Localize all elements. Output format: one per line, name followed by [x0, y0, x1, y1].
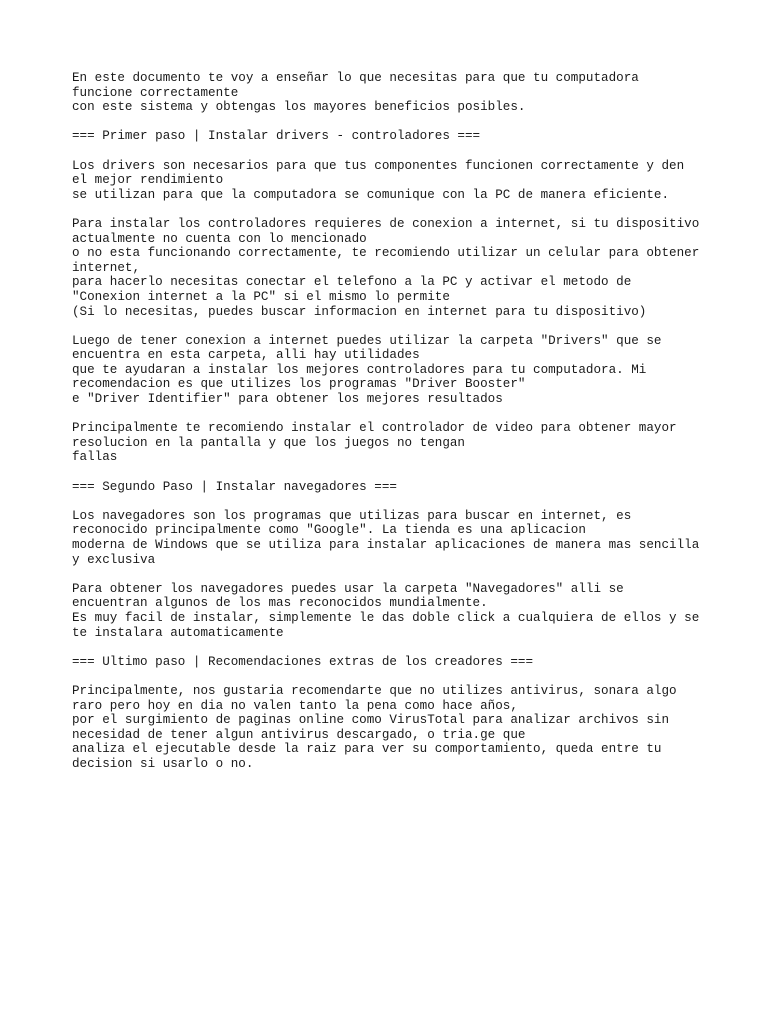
- text-line: moderna de Windows que se utiliza para instalar aplicaciones de manera mas sencilla: [72, 538, 700, 552]
- text-line: resolucion en la pantalla y que los juegos no tengan: [72, 435, 465, 450]
- paragraph: [72, 582, 712, 640]
- paragraph: [72, 334, 712, 407]
- text-line: funcione correctamente: [72, 85, 239, 100]
- text-line: Principalmente, nos gustaria recomendarte que no utilizes antivirus, sonara algo: [72, 683, 677, 698]
- paragraph-gap: [72, 202, 712, 217]
- text-line: con este sistema y obtengas los mayores beneficios posibles.: [72, 100, 526, 115]
- text-line: Luego de tener conexion a internet puedes utilizar la carpeta "Drivers" que se: [72, 333, 662, 348]
- section-heading: [72, 480, 712, 495]
- text-line: decision si usarlo o no.: [72, 756, 254, 771]
- text-line: encuentran algunos de los mas reconocidos mundialmente.: [72, 596, 488, 611]
- text-line: Principalmente te recomiendo instalar el controlador de video para obtener mayor: [72, 421, 677, 436]
- paragraph-gap: [72, 115, 712, 130]
- text-line: recomendacion es que utilizes los programas "Driver Booster": [72, 377, 526, 392]
- paragraph-gap: [72, 319, 712, 334]
- text-line: para hacerlo necesitas conectar el telefono a la PC y activar el metodo de: [72, 275, 632, 290]
- text-line: y exclusiva: [72, 552, 156, 567]
- paragraph-gap: [72, 494, 712, 509]
- heading-line: === Ultimo paso | Recomendaciones extras de los creadores ===: [72, 654, 534, 669]
- paragraph-gap: [72, 407, 712, 422]
- text-line: e "Driver Identifier" para obtener los mejores resultados: [72, 392, 503, 407]
- paragraph: [72, 684, 712, 772]
- text-line: Para instalar los controladores requieres de conexion a internet, si tu dispositivo: [72, 216, 700, 231]
- text-line: se utilizan para que la computadora se comunique con la PC de manera eficiente.: [72, 187, 670, 202]
- text-line: que te ayudaran a instalar los mejores controladores para tu computadora. Mi: [72, 362, 647, 377]
- text-line: reconocido principalmente como "Google". La tienda es una aplicacion: [72, 523, 586, 538]
- paragraph-gap: [72, 640, 712, 655]
- paragraph: [72, 71, 712, 115]
- paragraph: [72, 421, 712, 465]
- paragraph: [72, 217, 712, 319]
- text-line: Es muy facil de instalar, simplemente le das doble click a cualquiera de ellos y se: [72, 610, 700, 625]
- text-line: raro pero hoy en dia no valen tanto la pena como hace años,: [72, 698, 518, 713]
- text-line: o no esta funcionando correctamente, te recomiendo utilizar un celular para obtener: [72, 246, 700, 261]
- paragraph: [72, 509, 712, 567]
- paragraph: [72, 159, 712, 203]
- text-line: Los navegadores son los programas que utilizas para buscar en internet, es: [72, 508, 632, 523]
- heading-line: === Primer paso | Instalar drivers - controladores ===: [72, 129, 481, 144]
- text-line: (Si lo necesitas, puedes buscar informacion en internet para tu dispositivo): [72, 304, 647, 319]
- text-line: por el surgimiento de paginas online como VirusTotal para analizar archivos sin: [72, 713, 670, 728]
- text-line: "Conexion internet a la PC" si el mismo lo permite: [72, 289, 450, 304]
- paragraph-gap: [72, 465, 712, 480]
- section-heading: [72, 655, 712, 670]
- text-line: Para obtener los navegadores puedes usar la carpeta "Navegadores" alli se: [72, 581, 624, 596]
- text-line: encuentra en esta carpeta, alli hay utilidades: [72, 348, 420, 363]
- paragraph-gap: [72, 567, 712, 582]
- text-line: internet,: [72, 260, 141, 275]
- section-heading: [72, 129, 712, 144]
- text-line: En este documento te voy a enseñar lo que necesitas para que tu computadora: [72, 71, 639, 85]
- text-line: necesidad de tener algun antivirus descargado, o tria.ge que: [72, 727, 526, 742]
- text-line: actualmente no cuenta con lo mencionado: [72, 231, 367, 246]
- paragraph-gap: [72, 144, 712, 159]
- heading-line: === Segundo Paso | Instalar navegadores ===: [72, 479, 397, 494]
- text-line: Los drivers son necesarios para que tus componentes funcionen correctamente y den: [72, 158, 685, 173]
- text-line: el mejor rendimiento: [72, 173, 224, 188]
- text-line: te instalara automaticamente: [72, 625, 284, 640]
- text-line: analiza el ejecutable desde la raiz para ver su comportamiento, queda entre tu: [72, 742, 662, 757]
- document-body: [72, 71, 712, 772]
- text-line: fallas: [72, 450, 118, 465]
- paragraph-gap: [72, 669, 712, 684]
